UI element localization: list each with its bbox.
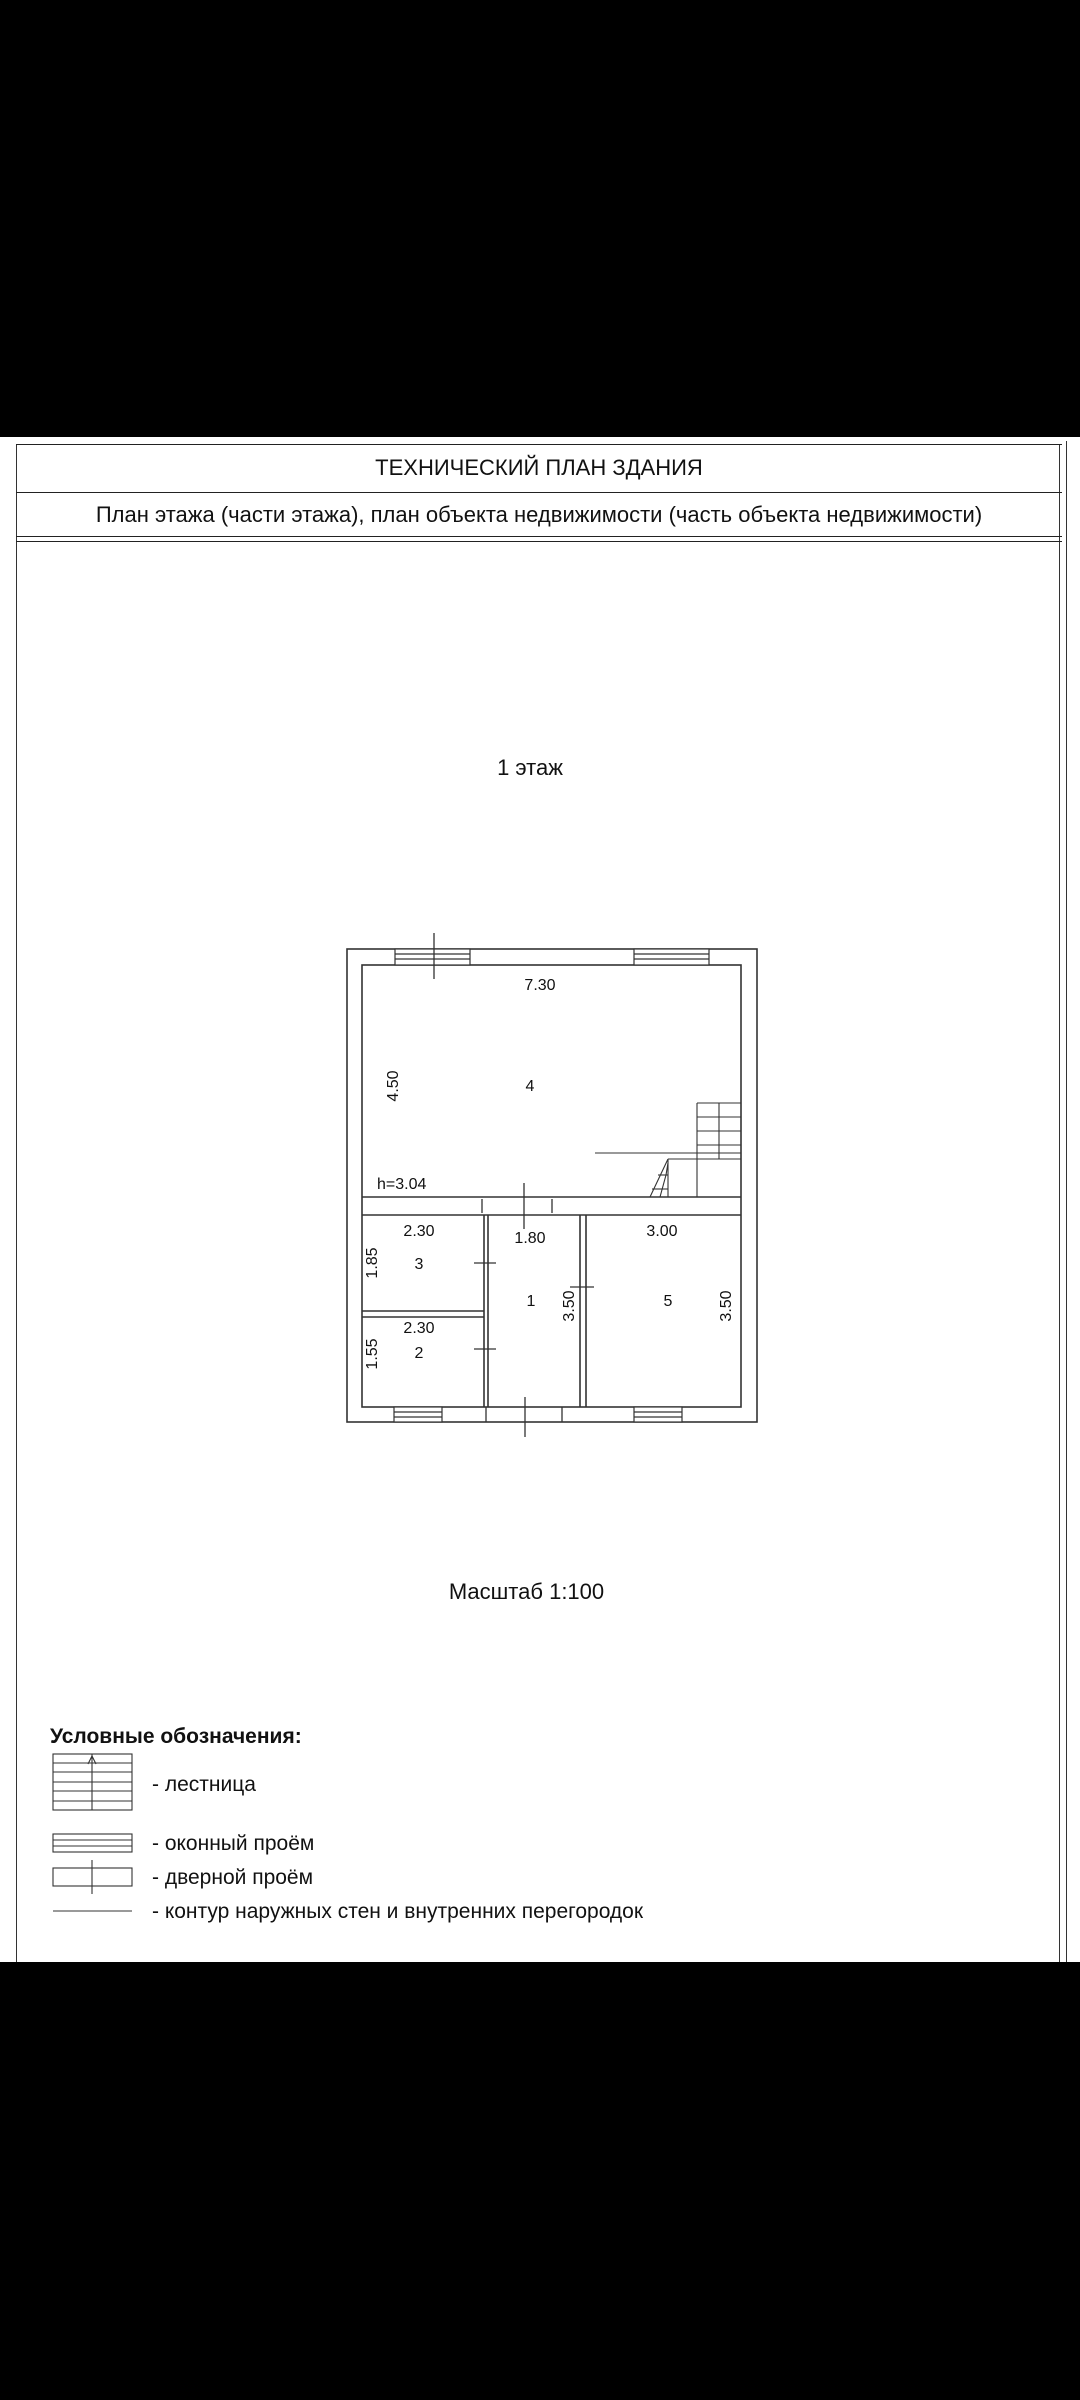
dim-room2-width: 2.30 bbox=[403, 1320, 435, 1337]
legend-item-wall: - контур наружных стен и внутренних перегородок bbox=[152, 1900, 644, 1923]
dim-room1-depth: 3.50 bbox=[561, 1290, 578, 1322]
room4-height: h=3.04 bbox=[377, 1176, 427, 1193]
document-title: ТЕХНИЧЕСКИЙ ПЛАН ЗДАНИЯ bbox=[375, 455, 703, 480]
stair-icon bbox=[53, 1754, 132, 1810]
room-number-4: 4 bbox=[525, 1078, 535, 1095]
dim-room4-depth: 4.50 bbox=[385, 1070, 402, 1102]
dim-room2-depth: 1.55 bbox=[364, 1338, 381, 1370]
room-number-5: 5 bbox=[663, 1293, 673, 1310]
dim-room1-width: 1.80 bbox=[514, 1230, 546, 1247]
document-subtitle: План этажа (части этажа), план объекта недвижимости (часть объекта недвижимости) bbox=[95, 502, 983, 527]
room-number-3: 3 bbox=[414, 1256, 424, 1273]
window-opening-icon bbox=[53, 1834, 132, 1852]
legend-item-window: - оконный проём bbox=[152, 1832, 315, 1855]
legend-title: Условные обозначения: bbox=[50, 1725, 302, 1748]
legend-item-door: - дверной проём bbox=[152, 1866, 314, 1889]
dim-room3-width: 2.30 bbox=[403, 1223, 435, 1240]
dim-room3-depth: 1.85 bbox=[364, 1247, 381, 1279]
dim-room4-width: 7.30 bbox=[524, 977, 556, 994]
room-number-1: 1 bbox=[526, 1293, 536, 1310]
document-page bbox=[0, 437, 1080, 1962]
door-opening-icon bbox=[53, 1860, 132, 1894]
legend-item-stair: - лестница bbox=[152, 1773, 256, 1796]
room-number-2: 2 bbox=[414, 1345, 424, 1362]
scale-label: Масштаб 1:100 bbox=[448, 1579, 605, 1604]
dim-room5-depth: 3.50 bbox=[718, 1290, 735, 1322]
legend-symbols bbox=[0, 437, 1080, 1962]
floor-label: 1 этаж bbox=[497, 755, 563, 780]
dim-room5-width: 3.00 bbox=[646, 1223, 678, 1240]
